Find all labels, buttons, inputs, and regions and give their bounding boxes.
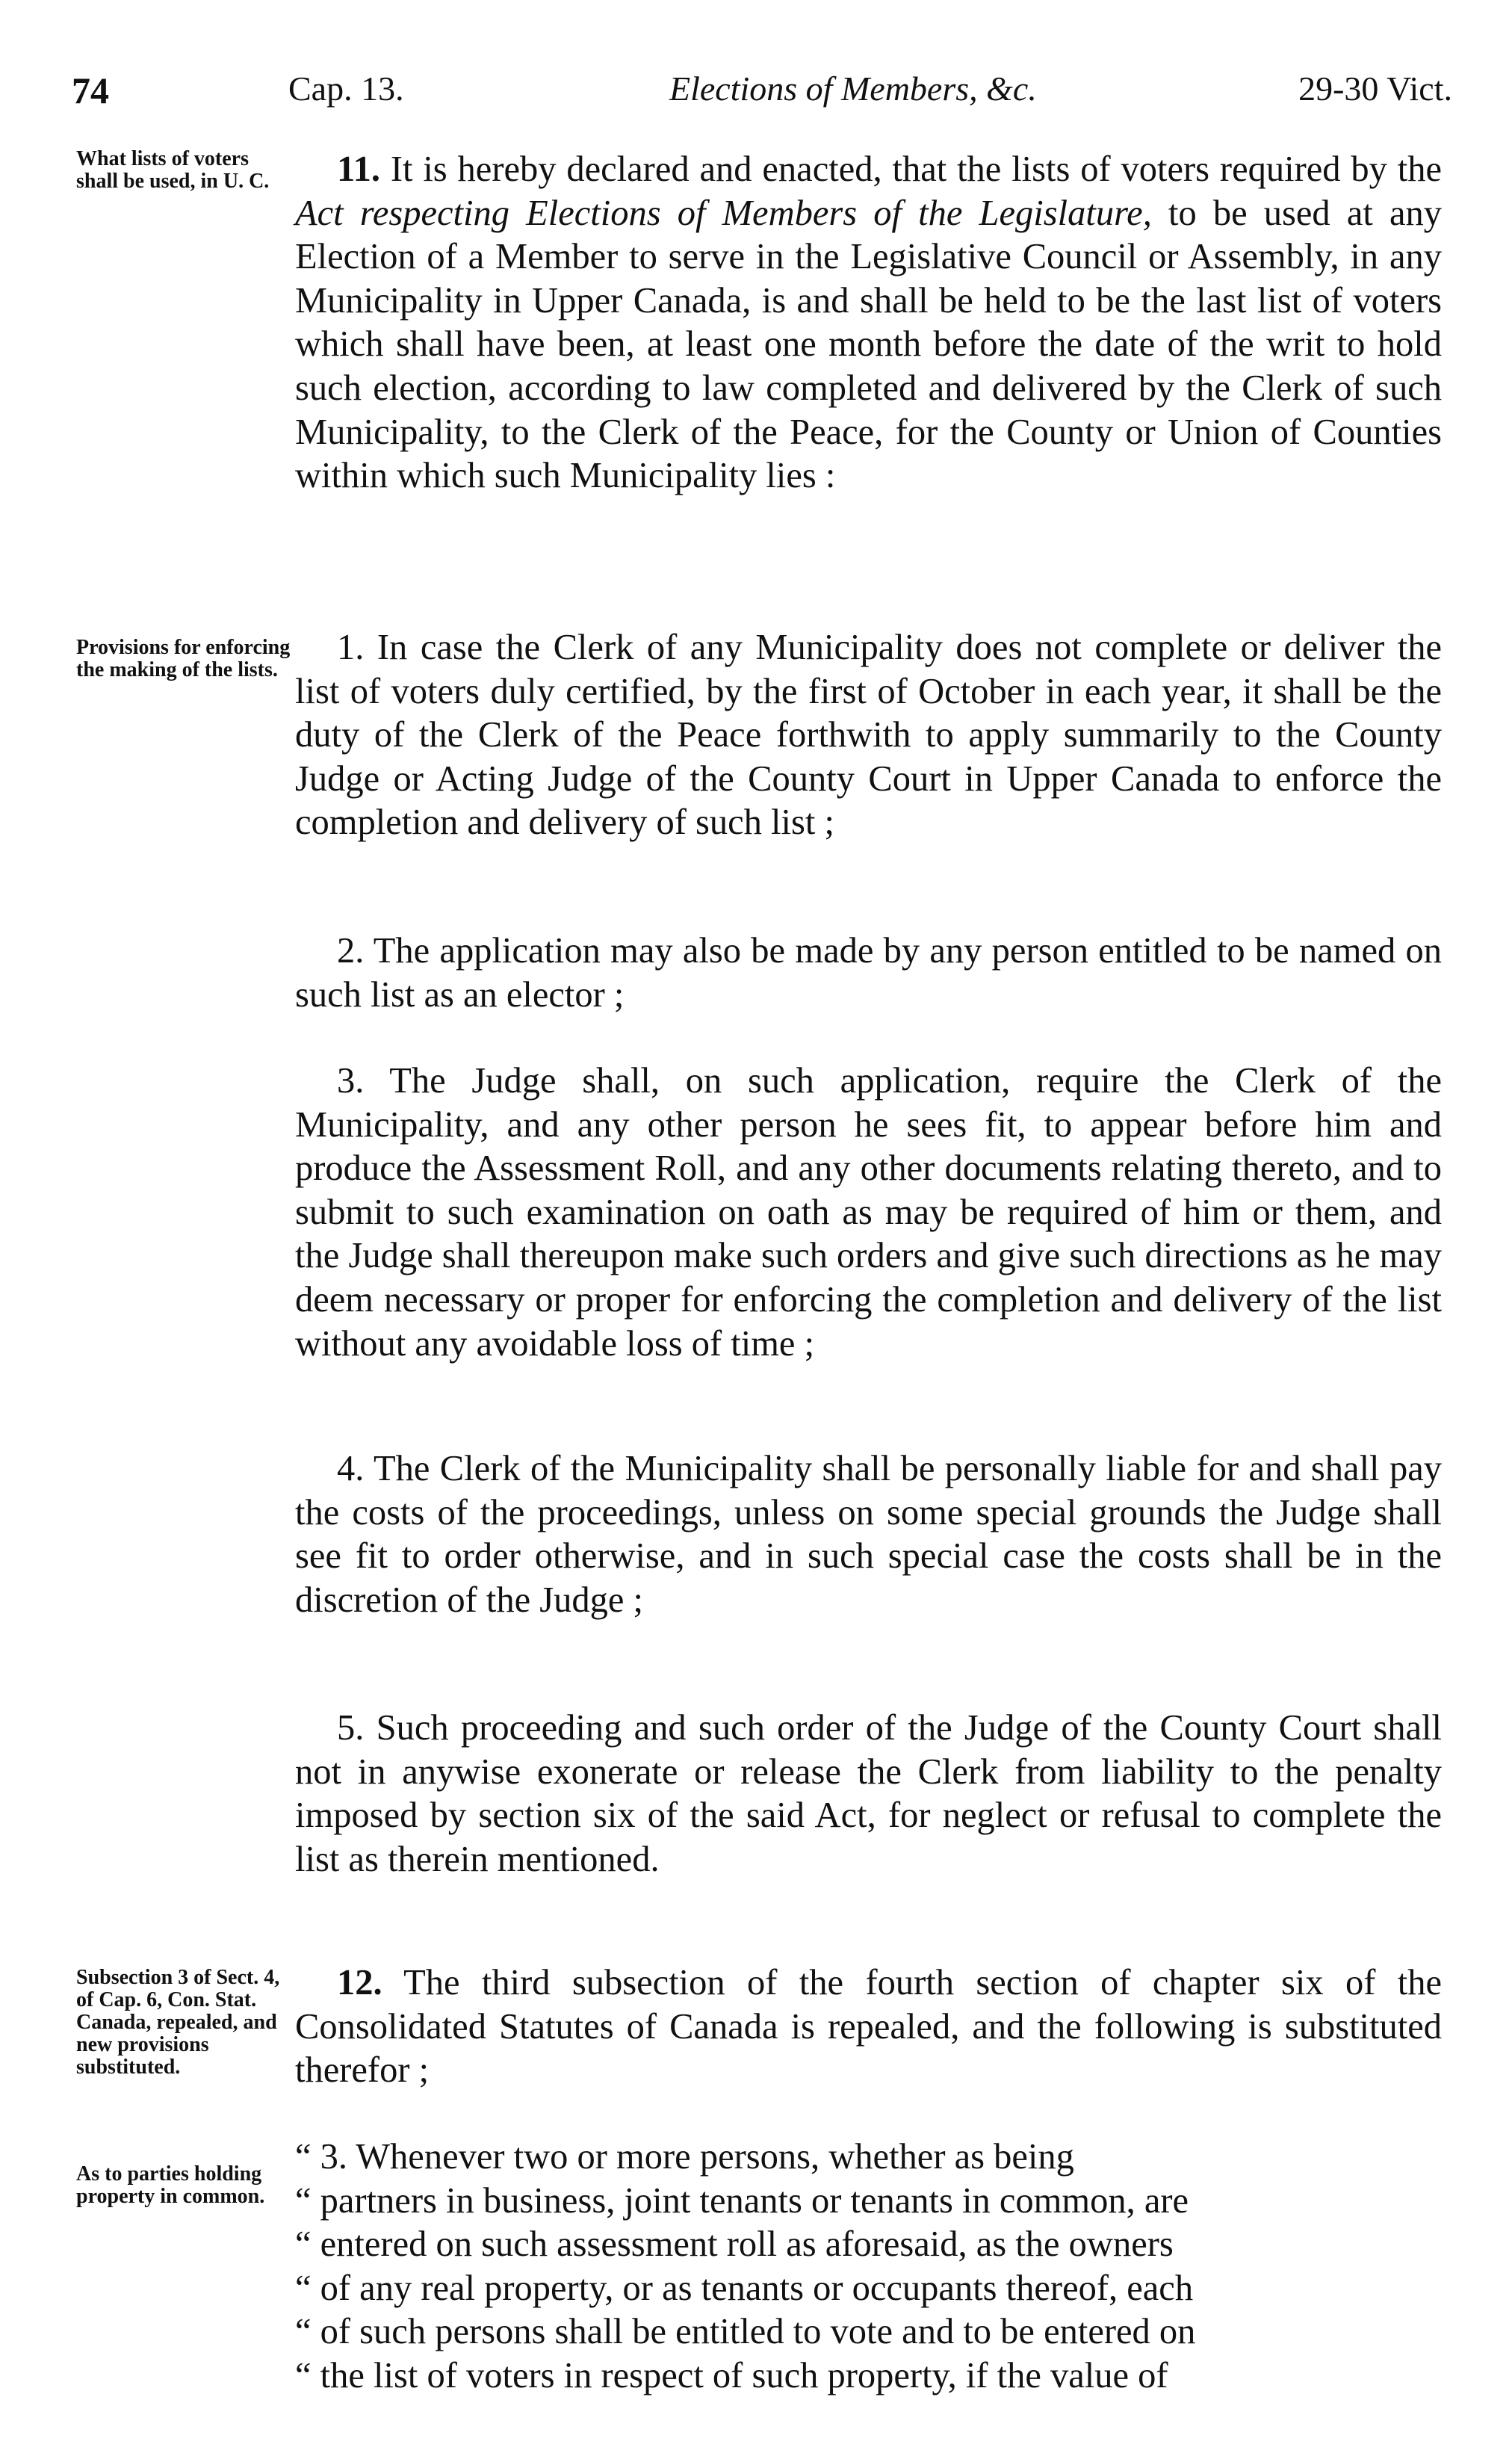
regnal-year: 29-30 Vict. [1298, 69, 1452, 108]
quote-line: “ partners in business, joint tenants or tenants in common, are [295, 2180, 1189, 2221]
subsection-5 [295, 1707, 1442, 1881]
subsection-1 [295, 626, 1442, 845]
paragraph: 4. The Clerk of the Municipality shall be personally liable for and shall pay the costs of the proceedings, unless on some special grounds the Judge shall see fit to order otherwise, and in such special case the costs shall be in the discretion of the Judge ; [295, 1449, 1442, 1620]
subsection-4 [295, 1447, 1442, 1622]
margin-note-lists-used: What lists of voters shall be used, in U. C. [76, 147, 270, 193]
subsection-2 [295, 930, 1442, 1017]
paragraph: 2. The application may also be made by any person entitled to be named on such list as an elector ; [295, 931, 1442, 1015]
quote-line: “ 3. Whenever two or more persons, whether as being [295, 2137, 1074, 2177]
section-number: 12. [337, 1963, 382, 2002]
page-number: 74 [72, 69, 109, 111]
paragraph: 1. In case the Clerk of any Municipality does not complete or deliver the list of voters duly certified, by the first of October in each year, it shall be the duty of the Clerk of the Peace forthwith to apply summarily to the County Judge or Acting Judge of the County Court in Upper Canada to enforce the completion and delivery of such list ; [295, 628, 1442, 843]
section-number: 11. [337, 149, 380, 189]
act-title: Act respecting Elections of Members of the Legislature, [295, 193, 1152, 233]
section-text: The third subsection of the fourth section of chapter six of the Consolidated Statutes of Canada is repealed, and the following is substituted therefor ; [295, 1963, 1443, 2091]
subsection-3 [295, 1060, 1442, 1366]
section-12 [295, 1961, 1442, 2093]
margin-note-subsection-repealed: Subsection 3 of Sect. 4, of Cap. 6, Con. Stat. Canada, repealed, and new provisions substituted. [76, 1966, 280, 2079]
running-title: Elections of Members, &c. [669, 69, 1037, 108]
section-text: It is hereby declared and enacted, that the lists of voters required by the [390, 149, 1442, 189]
section-11 [295, 148, 1442, 498]
quote-line: “ entered on such assessment roll as aforesaid, as the owners [295, 2224, 1174, 2265]
paragraph: 5. Such proceeding and such order of the Judge of the County Court shall not in anywise exonerate or release the Clerk from liability to the penalty imposed by section six of the said Act, for neglect or refusal to complete the list as therein mentioned. [295, 1708, 1442, 1879]
quote-line: “ of such persons shall be entitled to vote and to be entered on [295, 2312, 1196, 2352]
margin-note-property-in-common: As to parties holding property in common. [76, 2162, 265, 2208]
running-header [72, 69, 1452, 121]
chapter-label: Cap. 13. [288, 69, 404, 108]
paragraph: 3. The Judge shall, on such application, require the Clerk of the Municipality, and any other person he sees fit, to appear before him and produce the Assessment Roll, and any other documents relating thereto, and to submit to such examination on oath as may be required of him or them, and the Judge shall thereupon make such orders and give such directions as he may deem necessary or proper for enforcing the completion and delivery of the list without any avoidable loss of time ; [295, 1061, 1442, 1364]
quote-line: “ of any real property, or as tenants or occupants thereof, each [295, 2268, 1194, 2308]
section-text: to be used at any Election of a Member to serve in the Legislative Council or Assembly, in any Municipality in Upper Canada, is and shall be held to be the last list of voters which shall have been, at least one month before the date of the writ to hold such election, according to law completed and delivered by the Clerk of such Municipality, to the Clerk of the Peace, for the County or Union of Counties within which such Municipality lies : [295, 193, 1443, 496]
quote-line: “ the list of voters in respect of such property, if the value of [295, 2355, 1168, 2395]
quoted-subsection [295, 2135, 1442, 2398]
margin-note-enforcing-lists: Provisions for enforcing the making of the lists. [76, 636, 291, 681]
